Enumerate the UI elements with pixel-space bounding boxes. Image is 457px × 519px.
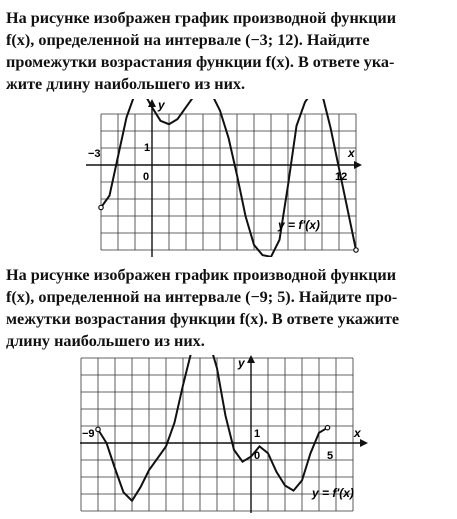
problem-2-text xyxy=(6,264,452,352)
start-point-marker xyxy=(96,427,100,431)
problem-2-graph xyxy=(80,355,372,513)
problem-2-line-3: межутки возрастания функции f(x). В ответе укажите xyxy=(6,310,400,328)
x-axis-label: x xyxy=(348,146,355,160)
origin-label: 0 xyxy=(143,171,150,183)
unit-label: 1 xyxy=(144,142,151,154)
left-tick-label: −3 xyxy=(88,148,101,160)
problem-1-text xyxy=(6,7,452,95)
y-axis-label: y xyxy=(158,99,165,112)
origin-label: 0 xyxy=(254,450,261,462)
problem-1-line-4: жите длину наибольшего из них. xyxy=(6,75,246,93)
problem-1-line-1: На рисунке изображен график производной функции xyxy=(6,9,397,27)
x-axis-arrow-icon xyxy=(354,161,362,169)
curve-label: y = f′(x) xyxy=(312,486,354,500)
right-tick-label: 12 xyxy=(335,171,348,183)
problem-1-line-3: промежутки возрастания функции f(x). В ответе ука- xyxy=(6,53,395,71)
problem-2-line-4: длину наибольшего из них. xyxy=(6,332,205,350)
end-point-marker xyxy=(325,426,329,430)
start-point-marker xyxy=(99,205,103,209)
end-point-marker xyxy=(354,248,358,252)
problem-2-line-1: На рисунке изображен график производной функции xyxy=(6,266,397,284)
unit-label: 1 xyxy=(254,428,261,440)
curve-label: y = f′(x) xyxy=(278,218,320,232)
problem-1-graph xyxy=(86,99,366,257)
y-axis-arrow-icon xyxy=(247,355,255,363)
x-axis-arrow-icon xyxy=(360,439,368,447)
derivative-curve xyxy=(98,355,328,501)
x-axis-label: x xyxy=(354,426,361,440)
problem-2-line-2: f(x), определенной на интервале (−9; 5). Найдите про- xyxy=(6,288,398,306)
right-tick-label: 5 xyxy=(327,450,334,462)
y-axis-label: y xyxy=(238,356,245,370)
problem-1-line-2: f(x), определенной на интервале (−3; 12). Найдите xyxy=(6,31,370,49)
left-tick-label: −9 xyxy=(82,428,95,440)
